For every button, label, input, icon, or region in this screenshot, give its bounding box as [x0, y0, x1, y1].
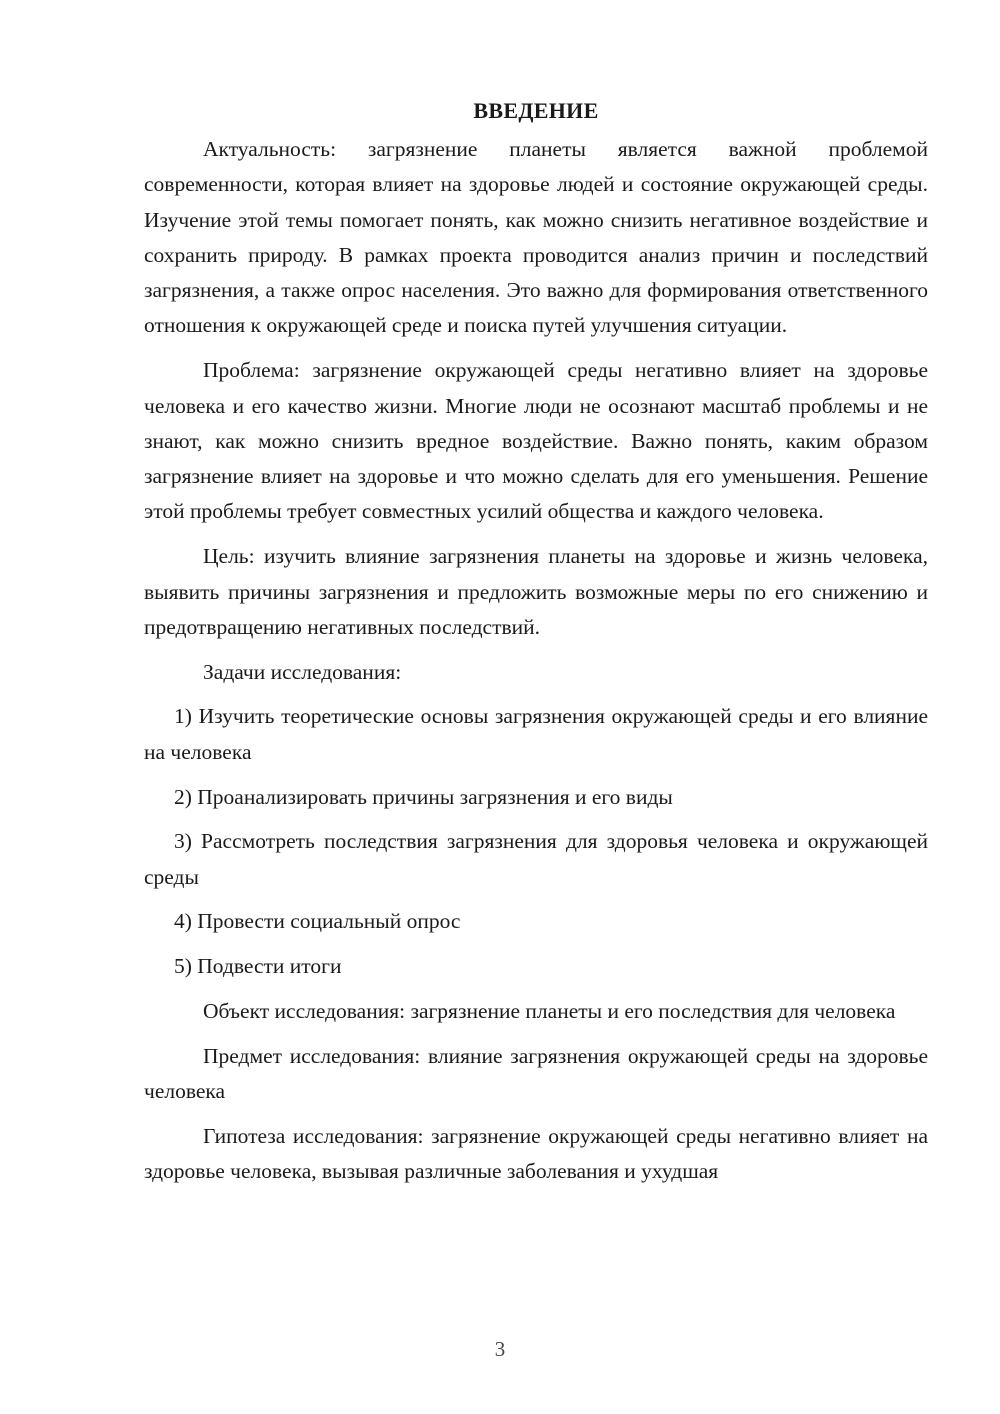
goal-paragraph: Цель: изучить влияние загрязнения планеты на здоровье и жизнь человека, выявить причины загрязнения и предложить возможные меры по его снижению и предотвращению негативных последствий.	[144, 544, 928, 639]
document-page	[144, 96, 928, 1199]
problem-paragraph: Проблема: загрязнение окружающей среды негативно влияет на здоровье человека и его качество жизни. Многие люди не осознают масштаб проблемы и не знают, как можно снизить вредное воздействие. Важно понять, каким образом загрязнение влияет на здоровье и что можно сделать для его уменьшения. Решение этой проблемы требует совместных усилий общества и каждого человека.	[144, 358, 928, 524]
tasks-heading: Задачи исследования:	[203, 659, 402, 684]
task-item-4: 4) Провести социальный опрос	[174, 909, 461, 934]
task-item-2: 2) Проанализировать причины загрязнения и его виды	[174, 784, 673, 809]
task-item-5: 5) Подвести итоги	[174, 954, 342, 979]
task-item-3: 3) Рассмотреть последствия загрязнения для здоровья человека и окружающей среды	[144, 829, 928, 889]
page-number: 3	[494, 1337, 506, 1361]
task-item-1: 1) Изучить теоретические основы загрязнения окружающей среды и его влияние на человека	[144, 704, 928, 764]
object-paragraph: Объект исследования: загрязнение планеты и его последствия для человека	[203, 999, 896, 1024]
hypothesis-paragraph: Гипотеза исследования: загрязнение окружающей среды негативно влияет на здоровье человека, вызывая различные заболевания и ухудшая	[144, 1123, 928, 1184]
subject-paragraph: Предмет исследования: влияние загрязнения окружающей среды на здоровье человека	[144, 1043, 928, 1104]
section-title: ВВЕДЕНИЕ	[473, 98, 599, 123]
relevance-paragraph: Актуальность: загрязнение планеты является важной проблемой современности, которая влияет на здоровье людей и состояние окружающей среды. Изучение этой темы помогает понять, как можно снизить негативное воздействие и сохранить природу. В рамках проекта проводится анализ причин и последствий загрязнения, а также опрос населения. Это важно для формирования ответственного отношения к окружающей среде и поиска путей улучшения ситуации.	[144, 137, 928, 338]
